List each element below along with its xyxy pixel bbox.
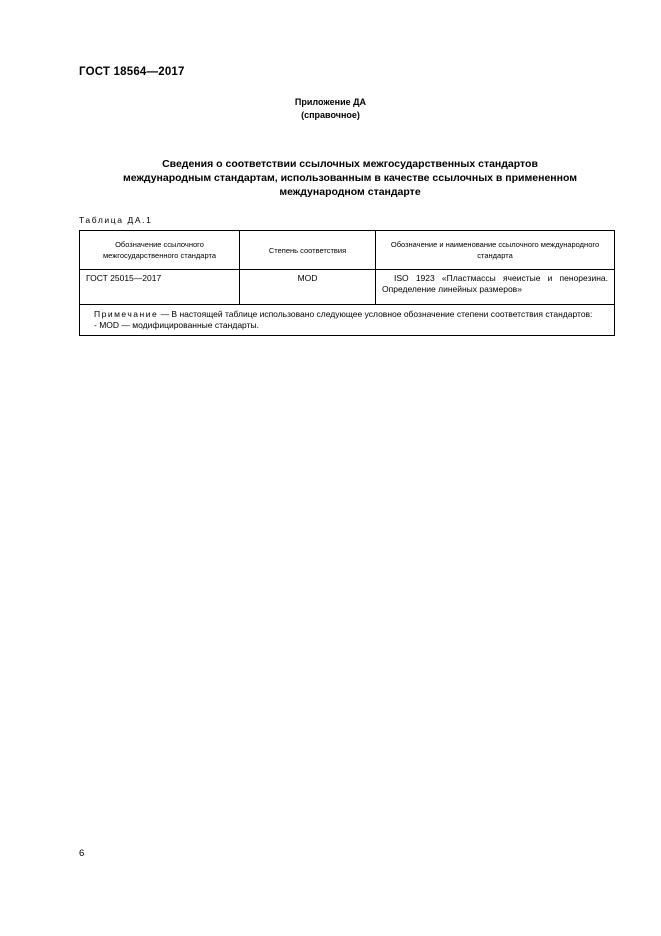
note-label: Примечание [94,309,159,319]
note-item: - MOD — модифицированные стандарты. [94,320,259,330]
page-number: 6 [79,848,85,859]
table-caption: Таблица ДА.1 [79,215,153,225]
heading-line: Сведения о соответствии ссылочных межгосударственных стандартов [162,158,538,170]
note-text: — В настоящей таблице использовано следующее условное обозначение степени соответствия стандартов: [158,309,593,319]
heading-line: международным стандартам, использованным в качестве ссылочных в примененном [122,172,578,184]
column-header: Обозначение ссылочного межгосударственного стандарта [80,231,240,270]
table-header-row [80,231,615,270]
table-note [80,305,615,336]
cell-standard-code: ГОСТ 25015—2017 [80,270,240,305]
reference-table [79,230,615,336]
section-heading [100,157,600,199]
column-header: Обозначение и наименование ссылочного международного стандарта [376,231,615,270]
appendix-header [0,96,661,122]
table-note-row [80,305,615,336]
table-row [80,270,615,305]
column-header: Степень соответствия [240,231,376,270]
document-code: ГОСТ 18564—2017 [79,66,185,78]
appendix-kind: (справочное) [301,110,360,120]
note-line [86,309,608,320]
cell-degree: MOD [240,270,376,305]
cell-international-standard: ISO 1923 «Пластмассы ячеистые и пенорезина. Определение линейных размеров» [376,270,615,305]
appendix-title: Приложение ДА [294,97,367,107]
heading-line: международном стандарте [279,186,421,198]
